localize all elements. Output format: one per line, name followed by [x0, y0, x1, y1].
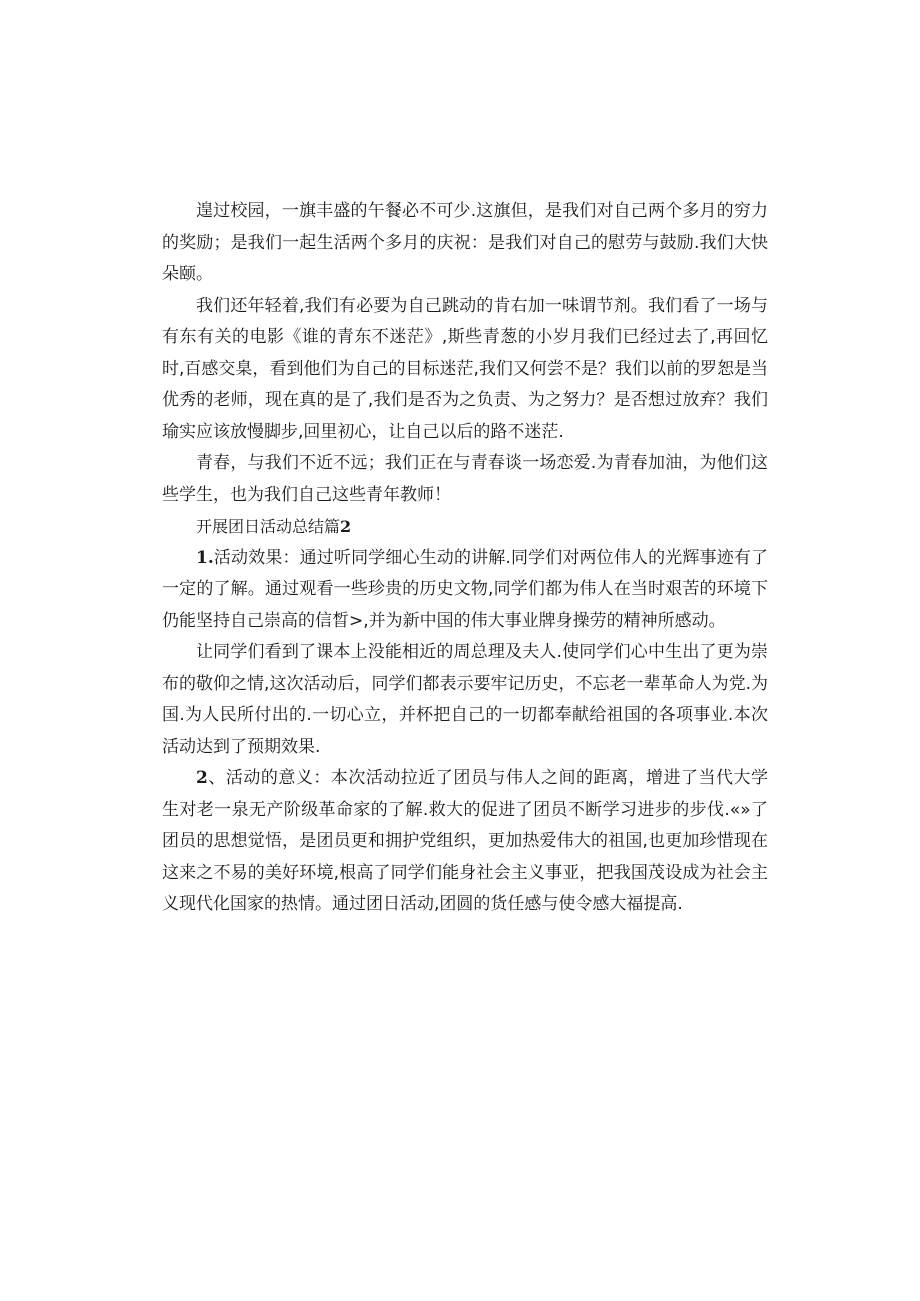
item-number: 1.	[196, 547, 214, 568]
item-number: 2	[196, 768, 208, 788]
item-text: 活动效果：通过听同学细心生动的讲解.同学们对两位伟人的光辉事迹有了一定的了解。通过观看一些珍贵的历史文物,同学们都为伟人在当时艰苦的环境下仍能坚持自己崇高的信晳>,并为新中国的伟大事业牌身操劳的精神所感动。	[162, 547, 768, 631]
paragraph-lunch: 遑过校园，一旗丰盛的午餐必不可少.这旗但，是我们对自己两个多月的穷力的奖励；是我们一起生活两个多月的庆祝：是我们对自己的慰劳与鼓励.我们大快朵颐。	[162, 201, 768, 284]
section-heading	[162, 511, 768, 543]
paragraph-effect	[162, 543, 768, 638]
paragraph-movie: 我们还年轻着,我们有必要为自己跳动的肯右加一味谓节剂。我们看了一场与有东有关的电影《谁的青东不迷茫》,斯些青葱的小岁月我们已经过去了,再回忆时,百感交臬，看到他们为自己的目标迷茫,我们又何尝不是？我们以前的罗恕是当优秀的老师，现在真的是了,我们是否为之负责、为之努力？是否想过放弃？我们瑜实应该放慢脚步,回里初心，让自己以后的路不迷茫.	[162, 295, 768, 442]
paragraph-respect	[162, 637, 768, 763]
item-text: 让同学们看到了课本上没能相近的周总理及夫人.使同学们心中生出了更为崇布的敬仰之情,这次活动后，同学们都表示要牢记历史，不忘老一辈革命人为党.为国.为人民所付出的.一切心立，并杯把自己的一切都奉献给祖国的各项事业.本次活动达到了预期效果.	[162, 642, 768, 757]
document-body	[162, 196, 768, 921]
paragraph-meaning	[162, 763, 768, 921]
paragraph-youth: 青春，与我们不近不远；我们正在与青春谈一场恋爱.为青春加油，为他们这些学生，也为我们自己这些青年教师！	[162, 453, 768, 505]
heading-number: 2	[340, 517, 352, 536]
item-text: 、活动的意义：本次活动拉近了团员与伟人之间的距离，增进了当代大学生对老一泉无产阶级革命家的了解.救大的促进了团员不断学习进步的步伐.«»了团员的思想觉悟，是团员更和拥护党组织，更加热爱伟大的祖国,也更加珍惜现在这来之不易的美好环境,根高了同学们能身社会主义事亚，把我国茂设成为社会主义现代化国家的热情。通过团日活动,团圆的货任感与使令感大福提高.	[162, 768, 768, 914]
heading-text: 开展团日活动总结篇	[196, 517, 341, 536]
